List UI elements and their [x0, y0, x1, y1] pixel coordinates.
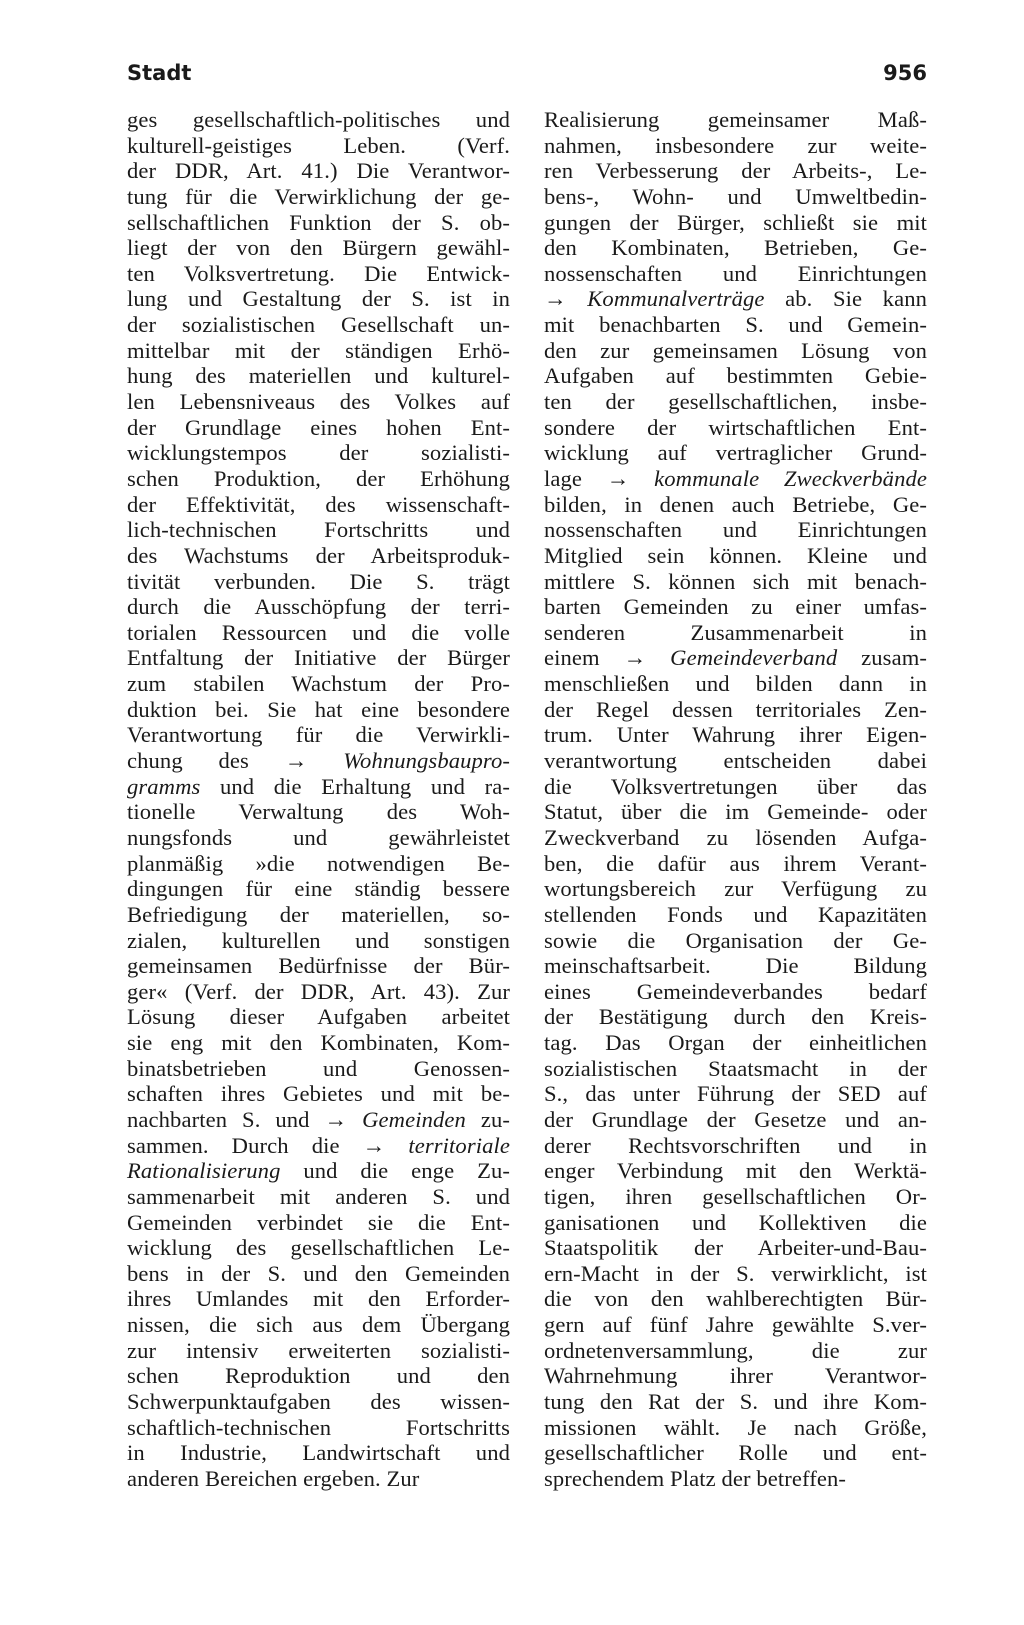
- text-segment: stellenden Fonds und Kapazitäten: [544, 901, 927, 927]
- text-segment: chung des →: [127, 748, 344, 774]
- text-line: [127, 1389, 510, 1415]
- text-line: [544, 517, 927, 543]
- text-line: [127, 1440, 510, 1466]
- text-line: [544, 543, 927, 569]
- text-segment: Staatspolitik der Arbeiter-und-Bau-: [544, 1235, 927, 1261]
- text-segment: mit benachbarten S. und Gemein-: [544, 312, 927, 338]
- text-segment: Entfaltung der Initiative der Bürger: [127, 645, 510, 671]
- text-segment: in Industrie, Landwirtschaft und: [127, 1440, 510, 1466]
- text-line: [127, 133, 510, 159]
- cross-reference: gramms: [127, 773, 201, 799]
- text-line: [544, 1235, 927, 1261]
- cross-reference: Wohnungsbaupro-: [343, 748, 510, 774]
- text-line: [544, 697, 927, 723]
- text-segment: wicklung des gesellschaftlichen Le-: [127, 1235, 510, 1261]
- text-segment: mittlere S. können sich mit benach-: [544, 568, 927, 594]
- running-head-title: Stadt: [127, 61, 192, 85]
- text-line: [544, 979, 927, 1005]
- text-segment: Schwerpunktaufgaben des wissen-: [127, 1389, 510, 1415]
- text-line: [544, 1466, 927, 1492]
- text-line: [544, 1081, 927, 1107]
- text-segment: nissen, die sich aus dem Übergang: [127, 1312, 510, 1338]
- text-segment: zu-: [465, 1106, 510, 1132]
- text-segment: wortungsbereich zur Verfügung zu: [544, 876, 927, 902]
- running-head: [127, 56, 927, 90]
- text-line: [127, 210, 510, 236]
- text-line: [544, 107, 927, 133]
- text-line: [127, 1261, 510, 1287]
- text-line: [544, 415, 927, 441]
- text-segment: nungsfonds und gewährleistet: [127, 824, 510, 850]
- text-segment: enger Verbindung mit den Werktä-: [544, 1158, 927, 1184]
- text-line: [544, 210, 927, 236]
- text-segment: bens-, Wohn- und Umweltbedin-: [544, 183, 927, 209]
- text-segment: planmäßig »die notwendigen Be-: [127, 850, 510, 876]
- text-segment: S., das unter Führung der SED auf: [544, 1081, 927, 1107]
- text-line: [127, 1466, 510, 1492]
- text-line: [127, 363, 510, 389]
- text-line: [127, 1338, 510, 1364]
- text-line: [127, 415, 510, 441]
- text-line: [544, 1107, 927, 1133]
- text-segment: zialen, kulturellen und sonstigen: [127, 927, 510, 953]
- text-segment: zum stabilen Wachstum der Pro-: [127, 671, 510, 697]
- text-segment: der Effektivität, des wissenschaft-: [127, 491, 510, 517]
- text-segment: Verantwortung für die Verwirkli-: [127, 722, 510, 748]
- text-segment: ihres Umlandes mit den Erforder-: [127, 1286, 510, 1312]
- text-segment: tigen, ihren gesellschaftlichen Or-: [544, 1183, 927, 1209]
- text-segment: ger« (Verf. der DDR, Art. 43). Zur: [127, 978, 510, 1004]
- text-line: [544, 1389, 927, 1415]
- text-segment: binatsbetrieben und Genossen-: [127, 1055, 510, 1081]
- text-line: [127, 389, 510, 415]
- text-line: [544, 825, 927, 851]
- cross-reference: territoriale: [408, 1132, 510, 1158]
- text-line: [127, 158, 510, 184]
- text-line: [544, 851, 927, 877]
- text-segment: senderen Zusammenarbeit in: [544, 619, 927, 645]
- text-line: [127, 184, 510, 210]
- text-segment: torialen Ressourcen und die volle: [127, 619, 510, 645]
- text-line: [127, 312, 510, 338]
- text-segment: Gemeinden verbindet sie die Ent-: [127, 1209, 510, 1235]
- text-segment: sozialistischen Staatsmacht in der: [544, 1055, 927, 1081]
- text-line: [127, 1235, 510, 1261]
- text-line: [544, 492, 927, 518]
- text-segment: nossenschaften und Einrichtungen: [544, 517, 927, 543]
- text-segment: wicklungstempos der sozialisti-: [127, 440, 510, 466]
- text-segment: gungen der Bürger, schließt sie mit: [544, 209, 927, 235]
- text-line: [127, 697, 510, 723]
- text-segment: der Grundlage der Gesetze und an-: [544, 1106, 927, 1132]
- text-segment: bens in der S. und den Gemeinden: [127, 1260, 510, 1286]
- text-segment: missionen wählt. Je nach Größe,: [544, 1414, 927, 1440]
- text-line: [127, 979, 510, 1005]
- text-segment: tung den Rat der S. und ihre Kom-: [544, 1389, 927, 1415]
- text-segment: ren Verbesserung der Arbeits-, Le-: [544, 158, 927, 184]
- text-line: [544, 645, 927, 671]
- text-segment: sammen. Durch die →: [127, 1132, 409, 1158]
- text-line: [544, 1056, 927, 1082]
- text-line: [127, 722, 510, 748]
- text-segment: die von den wahlberechtigten Bür-: [544, 1286, 927, 1312]
- cross-reference: Kommunalverträge: [587, 286, 765, 312]
- text-line: [544, 1133, 927, 1159]
- text-line: [127, 107, 510, 133]
- text-line: [544, 722, 927, 748]
- text-line: [127, 1133, 510, 1159]
- cross-reference: kommunale Zweckverbände: [654, 465, 927, 491]
- text-segment: Wahrnehmung ihrer Verantwor-: [544, 1363, 927, 1389]
- text-line: [127, 645, 510, 671]
- text-line: [544, 338, 927, 364]
- text-segment: sowie die Organisation der Ge-: [544, 927, 927, 953]
- text-line: [544, 133, 927, 159]
- text-line: [544, 235, 927, 261]
- text-line: [544, 466, 927, 492]
- text-segment: lage →: [544, 465, 655, 491]
- text-segment: lung und Gestaltung der S. ist in: [127, 286, 510, 312]
- text-segment: nahmen, insbesondere zur weite-: [544, 132, 927, 158]
- text-line: [127, 876, 510, 902]
- text-segment: die Volksvertretungen über das: [544, 773, 927, 799]
- text-segment: der Regel dessen territoriales Zen-: [544, 696, 927, 722]
- text-segment: sellschaftlichen Funktion der S. ob-: [127, 209, 510, 235]
- text-segment: sprechendem Platz der betreffen-: [544, 1465, 847, 1491]
- text-line: [544, 1286, 927, 1312]
- text-line: [544, 620, 927, 646]
- text-line: [127, 235, 510, 261]
- text-segment: anderen Bereichen ergeben. Zur: [127, 1465, 420, 1491]
- text-segment: meinschaftsarbeit. Die Bildung: [544, 953, 927, 979]
- text-line: [127, 492, 510, 518]
- text-segment: ten Volksvertretung. Die Entwick-: [127, 260, 510, 286]
- text-line: [544, 799, 927, 825]
- text-line: [544, 1158, 927, 1184]
- text-segment: dingungen für eine ständig bessere: [127, 876, 510, 902]
- text-segment: bilden, in denen auch Betriebe, Ge-: [544, 491, 927, 517]
- text-line: [127, 1286, 510, 1312]
- text-segment: derer Rechtsvorschriften und in: [544, 1132, 927, 1158]
- text-line: [544, 1338, 927, 1364]
- text-segment: ten der gesellschaftlichen, insbe-: [544, 389, 927, 415]
- text-segment: hung des materiellen und kulturel-: [127, 363, 510, 389]
- text-segment: barten Gemeinden zu einer umfas-: [544, 594, 927, 620]
- text-segment: verantwortung entscheiden dabei: [544, 748, 927, 774]
- text-line: [544, 1210, 927, 1236]
- text-line: [127, 1312, 510, 1338]
- text-line: [544, 389, 927, 415]
- text-segment: ben, die dafür aus ihrem Verant-: [544, 850, 927, 876]
- text-segment: nossenschaften und Einrichtungen: [544, 260, 927, 286]
- text-line: [127, 1107, 510, 1133]
- text-line: [127, 1004, 510, 1030]
- text-line: [544, 876, 927, 902]
- text-segment: ab. Sie kann: [764, 286, 927, 312]
- text-line: [544, 671, 927, 697]
- text-segment: der Grundlage eines hohen Ent-: [127, 414, 510, 440]
- text-column-left: [127, 107, 510, 1492]
- text-line: [544, 928, 927, 954]
- text-segment: zur intensiv erweiterten sozialisti-: [127, 1337, 510, 1363]
- text-segment: Lösung dieser Aufgaben arbeitet: [127, 1004, 510, 1030]
- text-segment: ern-Macht in der S. verwirklicht, ist: [544, 1260, 927, 1286]
- text-segment: einem →: [544, 645, 671, 671]
- text-line: [544, 1415, 927, 1441]
- text-line: [127, 261, 510, 287]
- text-segment: ordnetenversammlung, die zur: [544, 1337, 927, 1363]
- text-line: [127, 851, 510, 877]
- text-line: [544, 1363, 927, 1389]
- text-line: [127, 799, 510, 825]
- cross-reference: Rationalisierung: [127, 1158, 281, 1184]
- text-line: [127, 1081, 510, 1107]
- text-segment: den Kombinaten, Betrieben, Ge-: [544, 235, 927, 261]
- text-segment: durch die Ausschöpfung der terri-: [127, 594, 510, 620]
- text-segment: Zweckverband zu lösenden Aufga-: [544, 824, 927, 850]
- text-line: [127, 928, 510, 954]
- text-segment: Statut, über die im Gemeinde- oder: [544, 799, 927, 825]
- text-segment: gesellschaftlicher Rolle und ent-: [544, 1440, 927, 1466]
- text-line: [127, 825, 510, 851]
- text-line: [544, 363, 927, 389]
- text-line: [127, 440, 510, 466]
- text-segment: des Wachstums der Arbeitsproduk-: [127, 542, 510, 568]
- text-line: [544, 286, 927, 312]
- text-segment: Aufgaben auf bestimmten Gebie-: [544, 363, 927, 389]
- text-segment: schen Reproduktion und den: [127, 1363, 510, 1389]
- text-line: [127, 1184, 510, 1210]
- text-line: [544, 1261, 927, 1287]
- text-segment: Realisierung gemeinsamer Maß-: [544, 107, 927, 132]
- text-line: [127, 286, 510, 312]
- text-line: [544, 748, 927, 774]
- cross-reference: Gemeindeverband: [670, 645, 838, 671]
- text-segment: lich-technischen Fortschritts und: [127, 517, 510, 543]
- text-line: [544, 312, 927, 338]
- text-line: [127, 1030, 510, 1056]
- text-line: [544, 261, 927, 287]
- text-segment: →: [544, 286, 588, 312]
- text-segment: der Bestätigung durch den Kreis-: [544, 1004, 927, 1030]
- text-line: [544, 1004, 927, 1030]
- text-line: [127, 594, 510, 620]
- text-segment: der sozialistischen Gesellschaft un-: [127, 312, 510, 338]
- text-line: [544, 902, 927, 928]
- text-line: [127, 466, 510, 492]
- text-segment: sondere der wirtschaftlichen Ent-: [544, 414, 927, 440]
- text-segment: tag. Das Organ der einheitlichen: [544, 1030, 927, 1056]
- text-segment: liegt der von den Bürgern gewähl-: [127, 235, 510, 261]
- text-segment: eines Gemeindeverbandes bedarf: [544, 978, 927, 1004]
- text-segment: ges gesellschaftlich-politisches und: [127, 107, 510, 132]
- text-segment: sammenarbeit mit anderen S. und: [127, 1183, 510, 1209]
- text-line: [544, 569, 927, 595]
- text-line: [544, 953, 927, 979]
- text-line: [544, 184, 927, 210]
- text-segment: gemeinsamen Bedürfnisse der Bür-: [127, 953, 510, 979]
- text-line: [127, 1415, 510, 1441]
- text-segment: menschließen und bilden dann in: [544, 671, 927, 697]
- text-line: [127, 774, 510, 800]
- text-line: [544, 1312, 927, 1338]
- text-line: [544, 594, 927, 620]
- cross-reference: Gemeinden: [362, 1106, 466, 1132]
- text-line: [127, 671, 510, 697]
- text-segment: kulturell-geistiges Leben. (Verf.: [127, 132, 510, 158]
- text-line: [544, 1030, 927, 1056]
- text-line: [127, 748, 510, 774]
- text-segment: zusam-: [837, 645, 927, 671]
- text-line: [127, 569, 510, 595]
- text-segment: schen Produktion, der Erhöhung: [127, 465, 510, 491]
- text-segment: Mitglied sein können. Kleine und: [544, 542, 927, 568]
- text-segment: schaften ihres Gebietes und mit be-: [127, 1081, 510, 1107]
- text-line: [127, 338, 510, 364]
- text-line: [544, 158, 927, 184]
- text-segment: und die enge Zu-: [280, 1158, 510, 1184]
- text-column-right: [544, 107, 927, 1492]
- text-line: [544, 1440, 927, 1466]
- text-line: [127, 620, 510, 646]
- text-segment: sie eng mit den Kombinaten, Kom-: [127, 1030, 510, 1056]
- text-segment: tionelle Verwaltung des Woh-: [127, 799, 510, 825]
- text-segment: der DDR, Art. 41.) Die Verantwor-: [127, 158, 510, 184]
- text-line: [127, 1158, 510, 1184]
- text-segment: tung für die Verwirklichung der ge-: [127, 183, 510, 209]
- text-segment: schaftlich-technischen Fortschritts: [127, 1414, 510, 1440]
- text-segment: Befriedigung der materiellen, so-: [127, 901, 510, 927]
- text-line: [127, 517, 510, 543]
- text-segment: len Lebensniveaus des Volkes auf: [127, 389, 510, 415]
- text-segment: und die Erhaltung und ra-: [200, 773, 510, 799]
- text-line: [127, 543, 510, 569]
- text-line: [127, 1210, 510, 1236]
- text-line: [544, 774, 927, 800]
- text-segment: duktion bei. Sie hat eine besondere: [127, 696, 510, 722]
- text-line: [544, 440, 927, 466]
- text-segment: ganisationen und Kollektiven die: [544, 1209, 927, 1235]
- text-segment: trum. Unter Wahrung ihrer Eigen-: [544, 722, 927, 748]
- text-line: [127, 953, 510, 979]
- text-segment: nachbarten S. und →: [127, 1106, 363, 1132]
- text-segment: gern auf fünf Jahre gewählte S.ver-: [544, 1312, 927, 1338]
- text-line: [127, 1363, 510, 1389]
- text-segment: wicklung auf vertraglicher Grund-: [544, 440, 927, 466]
- text-line: [127, 1056, 510, 1082]
- text-segment: mittelbar mit der ständigen Erhö-: [127, 337, 510, 363]
- text-segment: tivität verbunden. Die S. trägt: [127, 568, 510, 594]
- text-segment: den zur gemeinsamen Lösung von: [544, 337, 927, 363]
- text-line: [127, 902, 510, 928]
- text-line: [544, 1184, 927, 1210]
- page-number: 956: [883, 61, 927, 85]
